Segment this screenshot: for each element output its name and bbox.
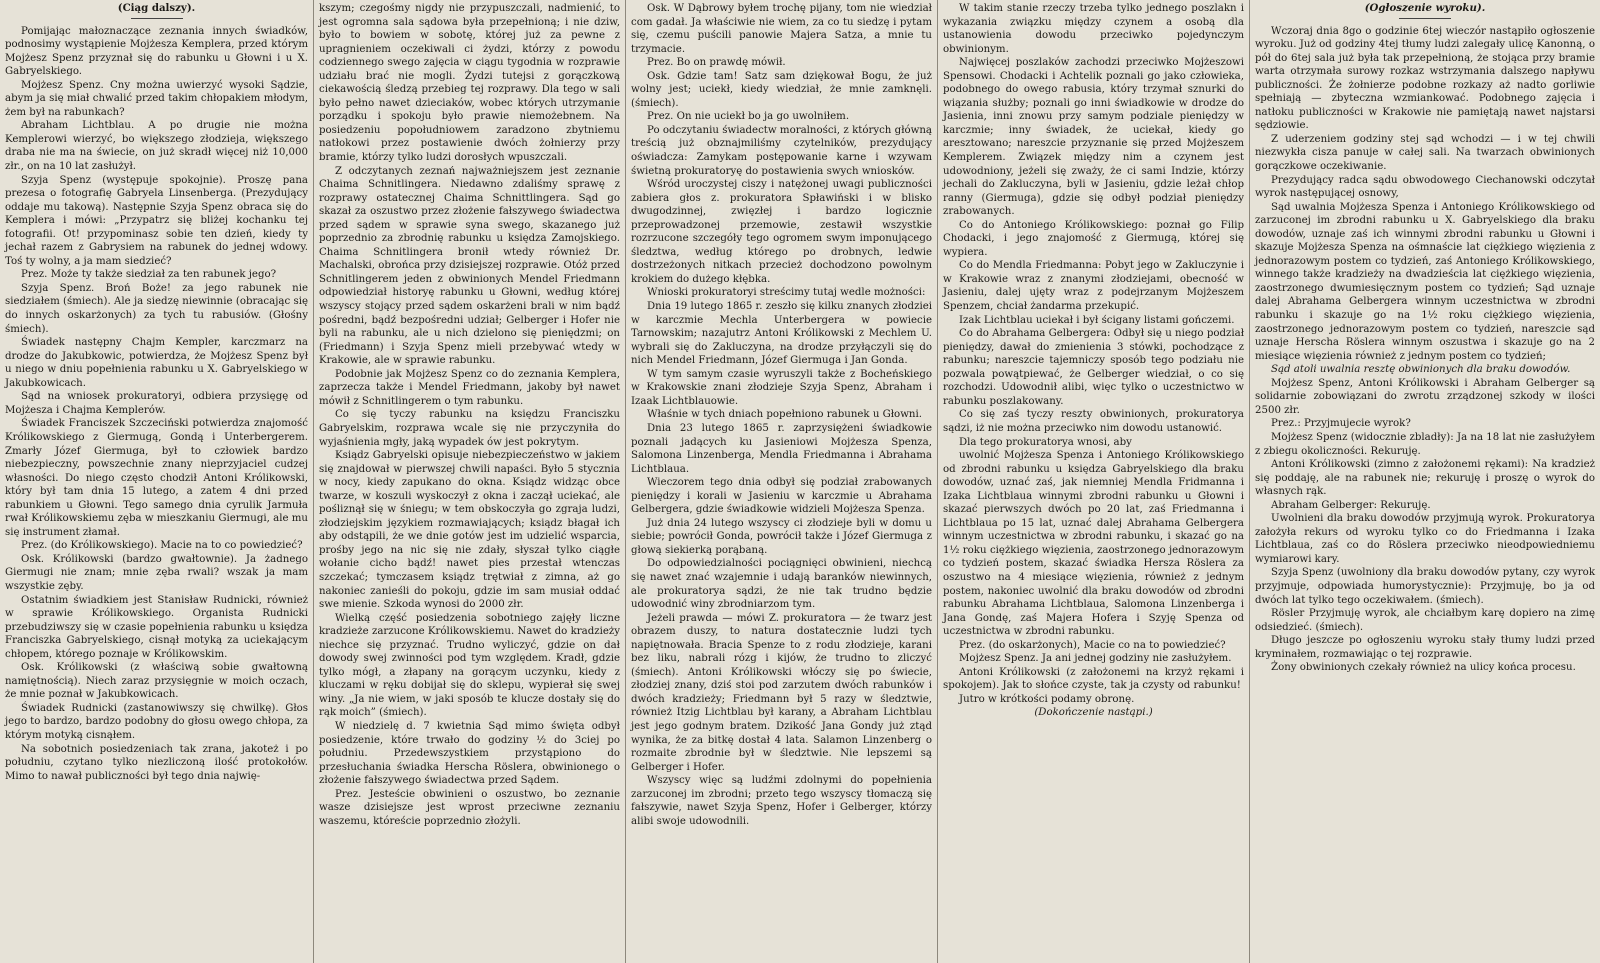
paragraph: Sąd na wniosek prokuratoryi, odbiera przysięgę od Mojżesza i Chajma Kemplerów. (5, 391, 308, 416)
paragraph: Świadek następny Chajm Kempler, karczmarz na drodze do Jakubkowic, potwierdza, że Mojżesz Spenz był u niego w dniu popełnienia rabunku u X. Gabryelskiego w Jakubkowicach. (5, 337, 308, 389)
paragraph: Prez. Jesteście obwinieni o oszustwo, bo zeznanie wasze dzisiejsze jest wprost przeciwne zeznaniu waszemu, któreście poprzednio złożyli. (319, 788, 620, 827)
column-1 (0, 0, 313, 963)
paragraph: Antoni Królikowski (z założonemi na krzyż rękami i spokojem). Jak to słońce czyste, tak ja czysty od rabunku! (943, 666, 1244, 692)
paragraph: Rösler Przyjmuję wyrok, ale chciałbym karę dopiero na zimę odsiedzieć. (śmiech). (1255, 608, 1595, 633)
verdict-heading: (Ogłoszenie wyroku). (1364, 2, 1486, 14)
paragraph: Mojżesz Spenz (widocznie zbladły): Ja na 18 lat nie zasłużyłem z zbiegu okoliczności. Rekuruję. (1255, 431, 1595, 457)
paragraph: Dnia 19 lutego 1865 r. zeszło się kilku znanych złodziei w karczmie Mechla Unterbergera w powiecie Tarnowskim; nazajutrz Antoni Królikowski z Mechlem U. wybrali się do Zakluczyna, na drodze przyłączyli się do nich Mendel Friedmann, Józef Giermuga i Jan Gonda. (631, 301, 932, 367)
paragraph: Co do Abrahama Gelbergera: Odbył się u niego podział pieniędzy, dawał do zmienienia 3 stówki, pochodzące z rabunku; nareszcie tajemniczy sposób tego podziału nie pozwala powątpiewać, że Gelberger wiedział, o co się rozchodzi. Udowodnił alibi, więc tylko o uczestnictwo w rabunku poszlakowany. (943, 328, 1244, 407)
paragraph: Już dnia 24 lutego wszyscy ci złodzieje byli w domu u siebie; powrócił Gonda, powrócił także i Józef Giermuga z głową siekierką porąbaną. (631, 517, 932, 556)
paragraph: W tym samym czasie wyruszyli także z Bocheńskiego w Krakowskie znani złodzieje Szyja Spenz, Abraham i Izaak Lichtblauowie. (631, 368, 932, 407)
paragraph: Jutro w krótkości podamy obronę. (959, 693, 1135, 705)
paragraph: Szyja Spenz (występuje spokojnie). Proszę pana prezesa o fotografię Gabryela Linsenberga. (Prezydujący oddaje mu takową). Następnie Szyja Spenz obraca się do Kemplera i mówi: „Przypatrz się bliżej kochanku tej fotografii. Ot! przypominasz sobie ten dzień, kiedy ty jechał razem z Gabrysiem na rabunek do jednej wdowy. Toś ty wolny, a ja mam siedzieć? (5, 174, 308, 267)
paragraph: Abraham Lichtblau. A po drugie nie można Kemplerowi wierzyć, bo większego złodzieja, większego draba nie ma na świecie, on już skradł więcej niż 10,000 złr., on na 10 lat zasłużył. (5, 120, 308, 173)
heading-rule (1399, 18, 1451, 19)
paragraph: Co do Mendla Friedmanna: Pobyt jego w Zakluczynie i w Krakowie wraz z znanymi złodziejami, obecność w Jasieniu, dalej ujęty wraz z podejrzanym Mojżeszem Spenzem, chciał żandarma przekupić. (943, 260, 1244, 313)
paragraph: Prez.: Przyjmujecie wyrok? (1271, 418, 1411, 430)
paragraph: Dla tego prokuratorya wnosi, aby (959, 436, 1132, 448)
paragraph: Wieczorem tego dnia odbył się podział zrabowanych pieniędzy i korali w Jasieniu w karczmie u Abrahama Gelbergera, gdzie świadkowie widzieli Mojżesza Spenza. (631, 477, 932, 516)
paragraph: Mojżesz Spenz. Ja ani jednej godziny nie zasłużyłem. (959, 653, 1232, 665)
continuation-note: (Dokończenie nastąpi.) (1034, 707, 1153, 719)
paragraph: kszym; czegośmy nigdy nie przypuszczali, nadmienić, to jest ogromna sala sądowa była przepełnioną; i nie dziw, było to bowiem w sobotę, której już za pewne z upragnieniem oczekiwali ci żydzi, którzy z powodu codziennego swego zajęcia w ciągu tygodnia w rozprawie udziału brać nie mogli. Żydzi tutejsi z gorączkową ciekawością śledzą przebieg tej rozprawy. Dla tego w sali było pełno nawet dzieciaków, wobec których utrzymanie porządku i spokoju było prawie niemożebnem. Na posiedzeniu popołudniowem zaradzono zbytniemu natłokowi przez postawienie dwóch żołnierzy przy bramie, którzy tylko ludzi dorosłych wpuszczali. (319, 3, 620, 164)
paragraph: Prez. Może ty także siedział za ten rabunek jego? (21, 269, 277, 281)
column-2 (314, 0, 625, 963)
paragraph: Co do Antoniego Królikowskiego: poznał go Filip Chodacki, i jego znajomość z Giermugą, której się wypiera. (943, 219, 1244, 258)
paragraph: Prez. (do oskarżonych), Macie co na to powiedzieć? (959, 639, 1226, 651)
paragraph: Osk. Królikowski (bardzo gwałtownie). Ja żadnego Giermugi nie znam; mnie zęba rwali? wszak ja mam wszystkie zęby. (5, 553, 308, 592)
paragraph: Wczoraj dnia 8go o godzinie 6tej wieczór nastąpiło ogłoszenie wyroku. Już od godziny 4tej tłumy ludzi zalegały ulicę Kanonną, o pół do 6tej sala już była tak przepełnioną, że stojąca przy bramie warta otrzymała surowy rozkaz wstrzymania dalszego napływu publiczności. Że żołnierze podobne rozkazy aż nadto gorliwie spełniają — zbyteczna wzmiankować. Podobnego zajęcia i natłoku publiczności w Krakowie nie pamiętają nawet najstarsi sędziowie. (1255, 25, 1595, 132)
paragraph: Osk. Królikowski (z właściwą sobie gwałtowną namiętnością). Niech zaraz przysięgnie w moich oczach, że mnie poznał w Jakubkowicach. (5, 662, 308, 701)
column-3 (626, 0, 937, 963)
paragraph: Sąd atoli uwalnia resztę obwinionych dla braku dowodów. (1271, 364, 1571, 376)
paragraph: Abraham Gelberger: Rekuruję. (1271, 499, 1431, 511)
paragraph: Długo jeszcze po ogłoszeniu wyroku stały tłumy ludzi przed kryminałem, rozmawiając o tej rozprawie. (1255, 635, 1595, 660)
paragraph: Z odczytanych zeznań najważniejszem jest zeznanie Chaima Schnitlingera. Niedawno zdaliśmy sprawę z rozprawy ostatecznej Chaima Schnittlingera. Sąd go skazał za oszustwo przez złożenie fałszywego świadectwa przed sądem w sprawie syna swego, skazanego już poprzednio za zbrodnię rabunku u księdza Zamojskiego. Chaima Schnitlingera bronił wtedy również Dr. Machalski, obrońca przy dzisiejszej rozprawie. Otóż przed Schnitlingerem jeden z obwinionych Mendel Friedmann odpowiedział historyę rabunku u Głowni, według której wszyscy stojący przed sądem oskarżeni brali w nim bądź pośredni, bądź bezpośredni udział; Gelberger i Hofer nie byli na rabunku, ale u nich dzielono się pieniędzmi; on (Friedmann) i Szyja Spenz mieli przebywać wtedy w Krakowie, ale w sprawie rabunku. (319, 165, 620, 367)
paragraph: Szyja Spenz. Broń Boże! za jego rabunek nie siedziałem (śmiech). Ale ja siedzę niewinnie (obracając się do innych oskarżonych) za tych tu rabusiów. (Głośny śmiech). (5, 282, 308, 335)
paragraph: Co się zaś tyczy reszty obwinionych, prokuratorya sądzi, iż nie można przeciwko nim dowodu ustanowić. (943, 409, 1244, 434)
paragraph: Antoni Królikowski (zimno z założonemi rękami): Na kradzież się poddaję, ale na rabunek nie; rekuruję i proszę o wyrok do własnych rąk. (1255, 459, 1595, 498)
paragraph: Świadek Franciszek Szczeciński potwierdza znajomość Królikowskiego z Giermugą, Gondą i Unterbergerem. Zmarły Józef Giermuga, był to człowiek bardzo niebezpieczny, powszechnie znany nieprzyjaciel cudzej własności. Do niego często chodził Antoni Królikowski, który był tam dnia 15 lutego, a zatem 4 dni przed rabunkiem u Głowni. Tego samego dnia cyrulik Jarmuła rwał Królikowskiemu zęba w mieszkaniu Giermugi, ale mu się instrument złamał. (5, 418, 308, 538)
paragraph: Mojżesz Spenz, Antoni Królikowski i Abraham Gelberger są solidarnie zobowiązani do zwrotu zrządzonej szkody w ilości 2500 złr. (1255, 377, 1595, 416)
paragraph: Osk. Gdzie tam! Satz sam dziękował Bogu, że już wolny jest; uciekł, kiedy wiedział, że mnie zamknęli. (śmiech). (631, 70, 932, 109)
paragraph: uwolnić Mojżesza Spenza i Antoniego Królikowskiego od zbrodni rabunku u księdza Gabryelskiego dla braku dowodów, uznać zaś, jak niemniej Mendla Fridmanna i Izaka Lichtblaua winnymi zbrodni rabunku u Głowni i skazać pierwszych dwóch po 20 lat, zaś Friedmanna i Lichtblaua po 15 lat, uznać dalej Abrahama Gelbergera winnym uczestnictwa w zbrodni rabunku, i skazać go na 1½ roku ciężkiego więzienia, zaostrzonego jednorazowym co tydzień postem, skazać świadka Hersza Röslera za oszustwo na 4 miesiące więzienia, również z jednym postem, nakoniec uwolnić dla braku dowodów od zbrodni rabunku Abrahama Lichtblaua, Salomona Linzenberga i Jana Gondę, zaś Majera Hofera i Szyję Spenza od uczestnictwa w zbrodni rabunku. (943, 450, 1244, 638)
paragraph: Z uderzeniem godziny stej sąd wchodzi — i w tej chwili niezwykła cisza panuje w całej sali. Na twarzach obwinionych gorączkowe oczekiwanie. (1255, 133, 1595, 173)
column-4 (938, 0, 1249, 963)
paragraph: Po odczytaniu świadectw moralności, z których główną treścią już obznajmiliśmy czytelników, prezydujący oświadcza: Zamykam postępowanie karne i wzywam świetną prokuratoryę do postawienia swych wniosków. (631, 124, 932, 177)
paragraph: Wielką część posiedzenia sobotniego zajęły liczne kradzieże zarzucone Królikowskiemu. Nawet do kradzieży niechce się przyznać. Trudno wyliczyć, gdzie on dał dowody swej zwinności pod tym względem. Kradł, gdzie tylko mógł, a złapany na gorącym uczynku, kiedy z kluczami w ręku dobijał się do sklepu, wypierał się swej winy. „Ja nie wiem, w jaki sposób te klucze dostały się do rąk moich” (śmiech). (319, 612, 620, 719)
paragraph: Szyja Spenz (uwolniony dla braku dowodów pytany, czy wyrok przyjmuje, odpowiada humorystycznie): Przyjmuję, bo ja od dwóch lat tylko tego oczekiwałem. (śmiech). (1255, 567, 1595, 606)
paragraph: Prez. On nie uciekł bo ja go uwolniłem. (647, 111, 850, 123)
paragraph: Prez. Bo on prawdę mówił. (647, 57, 786, 69)
paragraph: Dnia 23 lutego 1865 r. zaprzysiężeni świadkowie poznali jadących ku Jasieniowi Mojżesza Spenza, Salomona Linzenberga, Mendla Friedmanna i Abrahama Lichtblaua. (631, 422, 932, 475)
paragraph: Właśnie w tych dniach popełniono rabunek u Głowni. (647, 409, 922, 421)
paragraph: Ostatnim świadkiem jest Stanisław Rudnicki, również w sprawie Królikowskiego. Organista Rudnicki przebudziwszy się w czasie popełnienia rabunku u księdza Franciszka Gabryelskiego, cisnął motyką za uciekającym chłopem, którego poznaje w Królikowskim. (5, 594, 308, 660)
paragraph: Wśród uroczystej ciszy i natężonej uwagi publiczności zabiera głos z. prokuratora Spławiński i w blisko dwugodzinnej, zwięzłej i bardzo logicznie przeprowadzonej przemowie, zestawił wszystkie rozrzucone szczegóły tego ogromem swym imponującego śledztwa, według którego po drobnych, ledwie dostrzeżonych nitkach przecież dochodzono powolnym krokiem do dużego kłębka. (631, 179, 932, 285)
paragraph: Uwolnieni dla braku dowodów przyjmują wyrok. Prokuratorya założyła rekurs od wyroku tylko co do Friedmanna i Izaka Lichtblaua, zaś co do Röslera przeciwko nieodpowiedniemu wymiarowi kary. (1255, 513, 1595, 565)
paragraph: Podobnie jak Mojżesz Spenz co do zeznania Kemplera, zaprzecza także i Mendel Friedmann, jakoby był nawet mówił z Schnitlingerem o tym rabunku. (319, 368, 620, 407)
paragraph: W niedzielę d. 7 kwietnia Sąd mimo święta odbył posiedzenie, które trwało do godziny ½ do 3ciej po południu. Przedewszystkiem przystąpiono do przesłuchania świadka Herscha Röslera, obwinionego o złożenie fałszywego świadectwa przed Sądem. (319, 720, 620, 787)
column-5 (1250, 0, 1600, 963)
paragraph: Na sobotnich posiedzeniach tak zrana, jakoteż i po południu, czytano tylko niezliczoną ilość protokołów. Mimo to nawał publiczności był tego dnia najwię- (5, 743, 308, 782)
paragraph: Żony obwinionych czekały również na ulicy końca procesu. (1271, 662, 1576, 674)
paragraph: Jeżeli prawda — mówi Z. prokuratora — że twarz jest obrazem duszy, to natura dostatecznie ludzi tych napiętnowała. Bracia Spenze to z rodu złodzieje, karani bez liku, nabrali rózg i kijów, że trudno to zliczyć (śmiech). Antoni Królikowski włóczy się po świecie, złodziej znany, dziś stoi pod zarzutem dwóch rabunków i dwóch kradzieży; Friedmann był 5 razy w śledztwie, również Itzig Lichtblau był karany, a Abraham Lichtblau jest jego godnym bratem. Dzikość Jana Gondy już ztąd wynika, że za bitkę dostał 4 lata. Salamon Linzenberg o rozmaite zbrodnie był w śledztwie. Nie lepszemi są Gelberger i Hofer. (631, 612, 932, 773)
paragraph: Osk. W Dąbrowy byłem trochę pijany, tom nie wiedział com gadał. Ja właściwie nie wiem, za co tu siedzę i pytam się, czemu puścili panowie Majera Satza, a mnie tu trzymacie. (631, 3, 932, 55)
paragraph: Wnioski prokuratoryi streścimy tutaj wedle możności: (647, 287, 926, 299)
paragraph: Izak Lichtblau uciekał i był ścigany listami gończemi. (959, 314, 1235, 326)
paragraph: Pomijając małoznaczące zeznania innych świadków, podnosimy wystąpienie Mojżesza Kemplera, przed którym Mojżesz Spenz przyznał się do rabunku u Głowni i u X. Gabryelskiego. (5, 25, 308, 78)
paragraph: Wszyscy więc są ludźmi zdolnymi do popełnienia zarzuconej im zbrodni; przeto tego wszyscy tłomaczą się fałszywie, nawet Szyja Spenz, Hofer i Gelberger, którzy alibi swoje udowodnili. (631, 775, 932, 827)
paragraph: Najwięcej poszlaków zachodzi przeciwko Mojżeszowi Spensowi. Chodacki i Achtelik poznali go jako człowieka, podobnego do owego rabusia, który trzymał sznurki do wiązania służby; poznali go inni świadkowie w drodze do Jasienia, inni znowu przy samym podziale pieniędzy w karczmie; inny świadek, że uciekał, kiedy go aresztowano; nareszcie przyznanie się przed Mojżeszem Kemplerem. Związek między nim a czynem jest udowodniony, jeżeli się zważy, że ci sami Indzie, którzy jechali do Zakluczyna, byli w Jasieniu, gdzie leżał chłop ranny (Giermuga), gdzie się odbył podział pieniędzy zrabowanych. (943, 57, 1244, 218)
paragraph: W takim stanie rzeczy trzeba tylko jednego poszlakn i wykazania związku między czynem a osobą dla ustanowienia dowodu przeciwko pojedynczym obwinionym. (943, 3, 1244, 55)
paragraph: Prezydujący radca sądu obwodowego Ciechanowski odczytał wyrok następującej osnowy, (1255, 174, 1595, 200)
paragraph: Ksiądz Gabryelski opisuje niebezpieczeństwo w jakiem się znajdował w pierwszej chwili napaści. Było 5 stycznia w nocy, kiedy zapukano do okna. Ksiądz widząc obce twarze, w koszuli wyskoczył z okna i zaczął uciekać, ale pośliznął się w śniegu; w tem obskoczyła go zgraja ludzi, złodziejskim językiem rozmawiających; ksiądz błagał ich aby odstąpili, że we dnie gotów jest im udzielić wsparcia, prośby jego na nic się nie zdały, słyszał tylko ciągłe wołanie cicho bądź! nawet pies przestał wtenczas szczekać; tymczasem ksiądz trętwiał z zimna, aż go nakoniec zanieśli do pokoju, gdzie im sam musiał oddać swe mienie. Szkoda wynosi do 2000 złr. (319, 450, 620, 611)
paragraph: Świadek Rudnicki (zastanowiwszy się chwilkę). Głos jego to bardzo, bardzo podobny do głosu owego chłopa, za którym motyką cisnąłem. (5, 702, 308, 741)
paragraph: Mojżesz Spenz. Cny można uwierzyć wysoki Sądzie, abym ja się miał chwalić przed takim chłopakiem młodym, żem był na rabunkach? (5, 79, 308, 118)
paragraph: Do odpowiedzialności pociągnięci obwinieni, niechcą się nawet znać wzajemnie i udają baranków niewinnych, ale prokuratorya sądzi, że nie tak trudno będzie udowodnić winy zbrodniarzom tym. (631, 558, 932, 611)
paragraph: Prez. (do Królikowskiego). Macie na to co powiedzieć? (21, 540, 303, 552)
continuation-heading: (Ciąg dalszy). (117, 2, 196, 14)
paragraph: Sąd uwalnia Mojżesza Spenza i Antoniego Królikowskiego od zarzuconej im zbrodni rabunku u X. Gabryelskiego dla braku dowodów, uznaje zaś ich winnymi zbrodni rabunku u Głowni i skazuje Mojżesza Spenza na ośmnaście lat ciężkiego więzienia z jednorazowym postem co tydzień, zaś Antoniego Królikowskiego, winnego także kradzieży na dwadzieścia lat ciężkiego więzienia, zaostrzonego dwumiesięcznym postem co tydzień; Sąd uznaje dalej Abrahama Gelbergera winnym uczestnictwa w zbrodni rabunku i skazuje go na 1½ roku ciężkiego więzienia, zaostrzonego jednorazowym postem co tydzień, nareszcie sąd uznaje Herscha Röslera winnym oszustwa i skazuje go na 2 miesiące więzienia również z jednym postem co tydzień; (1255, 201, 1595, 362)
paragraph: Co się tyczy rabunku na księdzu Franciszku Gabryelskim, rozprawa wcale się nie przyczyniła do wyjaśnienia mgły, jaką wypadek ów jest pokrytym. (319, 409, 620, 448)
heading-rule (131, 18, 183, 19)
